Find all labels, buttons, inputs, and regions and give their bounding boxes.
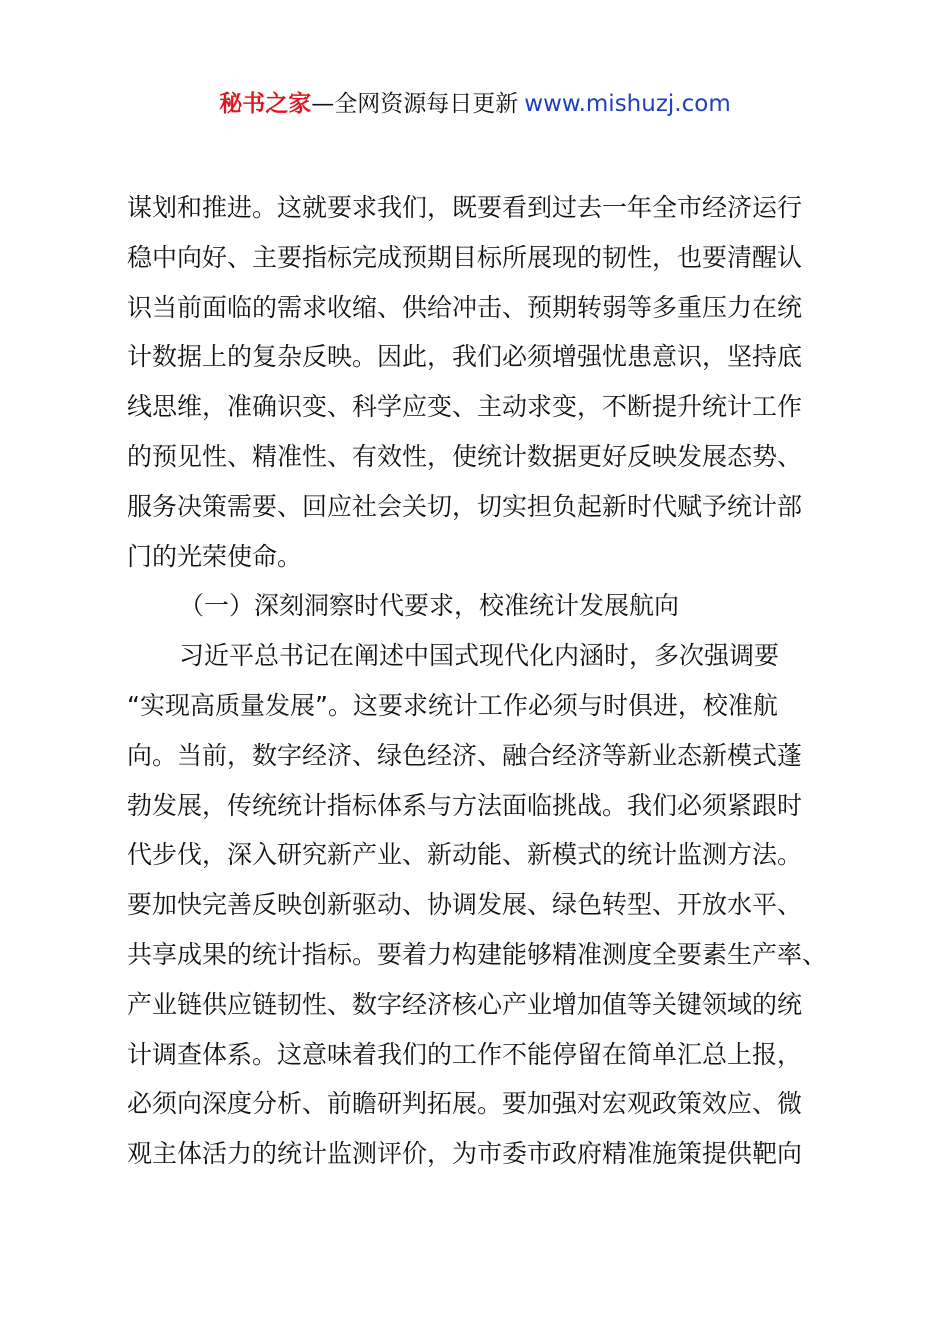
text-line: 代步伐，深入研究新产业、新动能、新模式的统计监测方法。 bbox=[127, 840, 803, 870]
page-header bbox=[0, 86, 950, 122]
text-line: 习近平总书记在阐述中国式现代化内涵时，多次强调要 bbox=[179, 641, 780, 671]
text-line: 观主体活力的统计监测评价，为市委市政府精准施策提供靶向 bbox=[127, 1139, 803, 1169]
site-tagline: —全网资源每日更新 bbox=[311, 91, 519, 117]
text-line: 门的光荣使命。 bbox=[127, 541, 303, 571]
text-line: 勃发展，传统统计指标体系与方法面临挑战。我们必须紧跟时 bbox=[127, 790, 803, 820]
text-line: 要加快完善反映创新驱动、协调发展、绿色转型、开放水平、 bbox=[127, 890, 803, 920]
text-line: 计数据上的复杂反映。因此，我们必须增强忧患意识，坚持底 bbox=[127, 342, 803, 372]
text-line: 向。当前，数字经济、绿色经济、融合经济等新业态新模式蓬 bbox=[127, 740, 803, 770]
text-line: 服务决策需要、回应社会关切，切实担负起新时代赋予统计部 bbox=[127, 491, 803, 521]
section-heading: （一）深刻洞察时代要求，校准统计发展航向 bbox=[179, 591, 680, 621]
site-url-link[interactable]: www.mishuzj.com bbox=[524, 91, 731, 117]
site-brand: 秘书之家 bbox=[219, 91, 312, 117]
text-line: 的预见性、精准性、有效性，使统计数据更好反映发展态势、 bbox=[127, 441, 803, 471]
text-line: 谋划和推进。这就要求我们，既要看到过去一年全市经济运行 bbox=[127, 193, 803, 222]
text-line: 产业链供应链韧性、数字经济核心产业增加值等关键领域的统 bbox=[127, 989, 803, 1019]
text-line: 必须向深度分析、前瞻研判拓展。要加强对宏观政策效应、微 bbox=[127, 1089, 803, 1119]
text-line: 识当前面临的需求收缩、供给冲击、预期转弱等多重压力在统 bbox=[127, 292, 803, 322]
text-line: 共享成果的统计指标。要着力构建能够精准测度全要素生产率、 bbox=[127, 939, 828, 969]
text-line: “实现高质量发展”。这要求统计工作必须与时俱进，校准航 bbox=[127, 690, 778, 720]
text-line: 线思维，准确识变、科学应变、主动求变，不断提升统计工作 bbox=[127, 392, 803, 422]
text-line: 稳中向好、主要指标完成预期目标所展现的韧性，也要清醒认 bbox=[127, 242, 803, 272]
text-line: 计调查体系。这意味着我们的工作不能停留在简单汇总上报， bbox=[127, 1039, 803, 1069]
document-body bbox=[127, 183, 839, 1179]
